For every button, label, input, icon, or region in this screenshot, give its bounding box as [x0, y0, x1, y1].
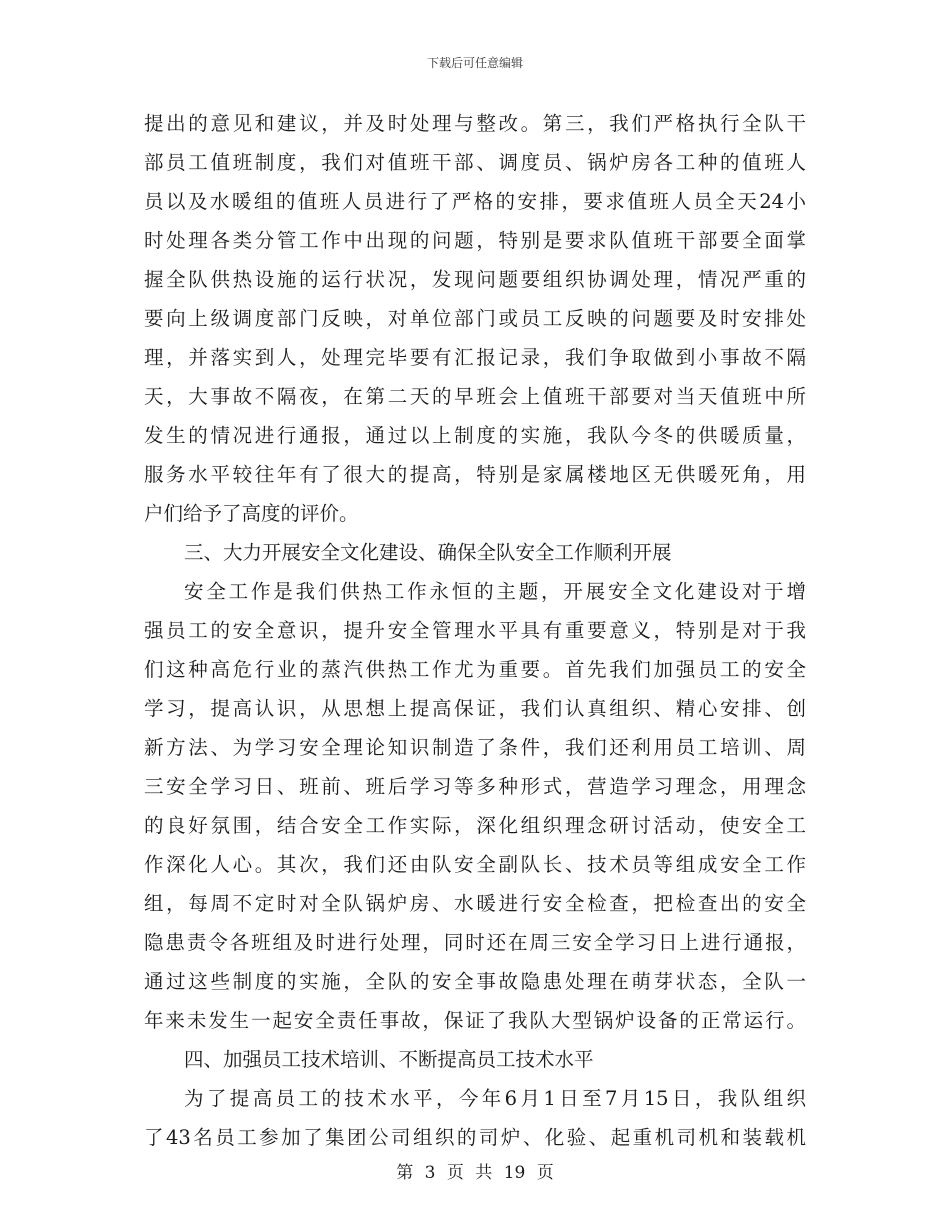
text-line: 天，大事故不隔夜，在第二天的早班会上值班干部要对当天值班中所	[144, 385, 806, 408]
text-line: 新方法、为学习安全理论知识制造了条件，我们还利用员工培训、周	[144, 736, 806, 759]
text-line: 学习，提高认识，从思想上提高保证，我们认真组织、精心安排、创	[144, 697, 806, 720]
text-line: 通过这些制度的实施，全队的安全事故隐患处理在萌芽状态，全队一	[144, 970, 806, 993]
text-line: 部员工值班制度，我们对值班干部、调度员、锅炉房各工种的值班人	[144, 151, 806, 174]
section-heading-4: 四、加强员工技术培训、不断提高员工技术水平	[184, 1048, 594, 1071]
text-line: 提出的意见和建议，并及时处理与整改。第三，我们严格执行全队干	[144, 112, 806, 135]
text-line: 员以及水暖组的值班人员进行了严格的安排，要求值班人员全天24小	[144, 190, 806, 213]
text-line: 的良好氛围，结合安全工作实际，深化组织理念研讨活动，使安全工	[144, 814, 806, 837]
text-line: 安全工作是我们供热工作永恒的主题，开展安全文化建设对于增	[184, 580, 806, 603]
text-line: 户们给予了高度的评价。	[144, 502, 359, 525]
text-line: 理，并落实到人，处理完毕要有汇报记录，我们争取做到小事故不隔	[144, 346, 806, 369]
text-line: 隐患责令各班组及时进行处理，同时还在周三安全学习日上进行通报，	[144, 931, 806, 954]
text-line: 作深化人心。其次，我们还由队安全副队长、技术员等组成安全工作	[144, 853, 806, 876]
page-number-footer: 第 3 页 共 19 页	[396, 1163, 554, 1183]
text-line: 三安全学习日、班前、班后学习等多种形式，营造学习理念，用理念	[144, 775, 806, 798]
text-line: 服务水平较往年有了很大的提高，特别是家属楼地区无供暖死角，用	[144, 463, 806, 486]
text-line: 握全队供热设施的运行状况，发现问题要组织协调处理，情况严重的	[144, 268, 806, 291]
text-line: 了43名员工参加了集团公司组织的司炉、化验、起重机司机和装载机	[144, 1126, 806, 1149]
text-line: 组，每周不定时对全队锅炉房、水暖进行安全检查，把检查出的安全	[144, 892, 806, 915]
section-heading-3: 三、大力开展安全文化建设、确保全队安全工作顺利开展	[184, 541, 672, 564]
text-line: 发生的情况进行通报，通过以上制度的实施，我队今冬的供暖质量，	[144, 424, 806, 447]
text-line: 们这种高危行业的蒸汽供热工作尤为重要。首先我们加强员工的安全	[144, 658, 806, 681]
text-line: 强员工的安全意识，提升安全管理水平具有重要意义，特别是对于我	[144, 619, 806, 642]
text-line: 要向上级调度部门反映，对单位部门或员工反映的问题要及时安排处	[144, 307, 806, 330]
text-line: 时处理各类分管工作中出现的问题，特别是要求队值班干部要全面掌	[144, 229, 806, 252]
page-header-note: 下载后可任意编辑	[426, 56, 523, 70]
text-line: 为了提高员工的技术水平，今年6月1日至7月15日，我队组织	[184, 1087, 806, 1110]
text-line: 年来未发生一起安全责任事故，保证了我队大型锅炉设备的正常运行。	[144, 1009, 806, 1032]
document-body	[144, 104, 806, 1157]
